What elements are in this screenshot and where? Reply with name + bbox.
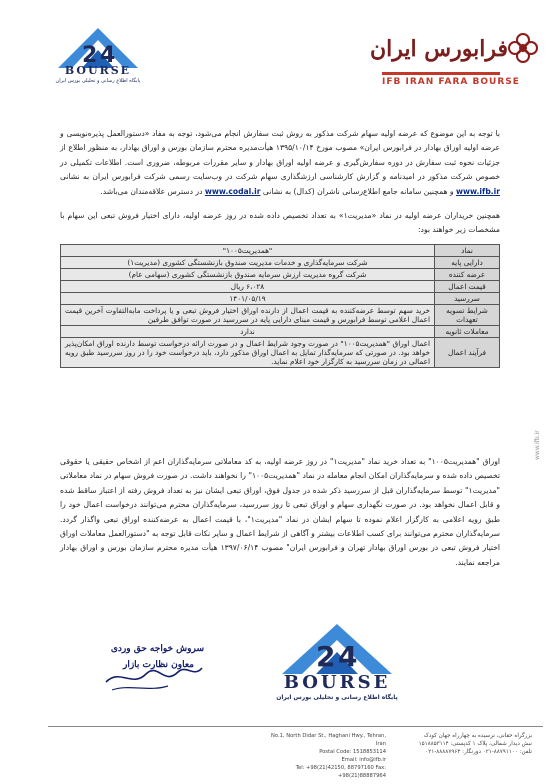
row-value-strike: ۶،۰۲۸ ریال	[61, 281, 435, 293]
bourse-logo-word: BOURSE	[64, 64, 132, 77]
svg-text:4: 4	[100, 43, 116, 68]
bourse-stamp-subtitle: پایگاه اطلاع رسانی و تحلیلی بورس ایران	[276, 694, 398, 701]
signatory-name: سروش خواجه حق وردی	[110, 644, 204, 654]
ifb-name-fa: فرابورس ایران	[369, 36, 508, 62]
ifb-underline	[382, 72, 500, 75]
row-value-underlying: شرکت سرمایه‌گذاری و خدمات مدیریت صندوق بازنشستگی کشوری (مدیریت۱)	[61, 257, 435, 269]
signature-block	[98, 638, 208, 698]
put-option-intro: همچنین خریداران عرضه اولیه در نماد «مدیریت۱» به تعداد تخصیص داده شده در روز عرضه اولیه، دارای اختیار فروش تبعی این سهام با مشخصات زیر خواهند بود:	[60, 211, 500, 235]
address-fa-line: نبش دیدار شمالی، پلاک ۱ کدپستی: ۱۵۱۸۸۵۳۱۱۴	[418, 741, 532, 747]
ifb-name-en: IFB IRAN FARA BOURSE	[382, 77, 520, 87]
bourse-stamp-word: BOURSE	[283, 672, 391, 693]
row-label-secondary: معاملات ثانویه	[435, 326, 500, 338]
address-fa-line: تلفن: ۸۸۷۹۱۱۰۰-۰۲۱ دورنگار: ۸۸۸۸۷۹۶۴-۰۲۱	[425, 749, 532, 755]
row-label-symbol: نماد	[435, 245, 500, 257]
side-website-url: www.ifb.ir	[534, 430, 541, 460]
row-label-underlying: دارایی پایه	[435, 257, 500, 269]
table-row	[61, 293, 500, 305]
table-row	[61, 269, 500, 281]
signatory-title: معاون نظارت بازار	[122, 660, 194, 670]
row-value-symbol: "همدیریت۱۰۰۵"	[61, 245, 435, 257]
table-row	[61, 281, 500, 293]
table-row	[61, 245, 500, 257]
address-en-line: No.1, North Didar St., Haghani Hwy., Tehran, Iran	[271, 733, 386, 747]
footer-divider	[48, 726, 543, 727]
svg-text:2: 2	[82, 43, 98, 68]
intro-paragraph	[60, 127, 500, 199]
option-spec-table	[60, 244, 500, 368]
row-value-exercise: اعمال اوراق "همدیریت۱۰۰۵" در صورت وجود شرایط اعمال و در صورت ارائه درخواست توسط دارنده اوراق امکان‌پذیر خواهد بود. در صورتی که سرمایه‌گذار تمایل به اعمال اوراق مذکور دارد، باید درخواست خود را در روز سررسید طبق رویه اعمالی در زمان سررسید به کارگزار خود اعلام نماید.	[61, 338, 435, 368]
bourse-logo-subtitle: پایگاه اطلاع رسانی و تحلیلی بورس ایران	[55, 78, 141, 84]
ifb-emblem-icon	[503, 28, 543, 68]
svg-text:2: 2	[316, 640, 336, 673]
table-row	[61, 326, 500, 338]
table-row	[61, 257, 500, 269]
address-fa-line: بزرگراه حقانی، نرسیده به چهارراه جهان کودک	[423, 733, 532, 739]
svg-text:4: 4	[338, 640, 358, 673]
address-en-line: Email: info@ifb.ir	[341, 757, 386, 763]
codal-link[interactable]: www.codal.ir	[204, 186, 261, 196]
intro-text-1: با توجه به این موضوع که عرضه اولیه سهام شرکت مذکور به روش ثبت سفارش انجام می‌شود، توجه به مفاد «دستورالعمل پذیره‌نویسی و عرضه اولیه اوراق بهادار در فرابورس ایران» مصوب مورخ ۱۳۹۵/۱۰/۱۴ هیأت‌مدیره محترم سازمان بورس و اوراق بهادار، به منظور اطلاع از جزئیات نحوه ثبت سفارش در دوره سفارش‌گیری و عرضه اولیه اوراق بهادار و سایر مقررات مربوطه، ضروری است. اطلاعات تکمیلی در خصوص شرکت مذکور در امیدنامه و گزارش کارشناسی ارزشگذاری سهام شرکت در وب‌سایت رسمی شرکت فرابورس ایران به نشانی	[60, 129, 500, 182]
footer-address-en	[268, 732, 386, 780]
exercise-rules-paragraph: اوراق "همدیریت۱۰۰۵" به تعداد خرید نماد "مدیریت۱" در روز عرضه اولیه، به کد معاملاتی سرمایه‌گذاران اعم از اشخاص حقیقی یا حقوقی تخصیص داده شده و سرمایه‌گذاران امکان انجام معامله در نماد "همدیریت۱۰۰۵" را نخواهند داشت. در صورت فروش سهام در نماد معاملاتی "مدیریت۱" توسط سرمایه‌گذاران قبل از سررسید ذکر شده در جدول فوق، اوراق تبعی ایشان نیز به تعداد فروش رفته از اعتبار ساقط شده و قابل اعمال نخواهد بود. در صورت نگهداری سهام و اوراق تبعی تا روز سررسید، سرمایه‌گذاران محترم می‌توانند درخواست اعمال خود را طبق رویه اعلامی به کارگزار اعلام نموده تا سهام ایشان در نماد "مدیریت۱"، با قیمت اعمال به عرضه‌کننده اوراق تبعی واگذار گردد. سرمایه‌گذاران محترم می‌توانند برای کسب اطلاعات بیشتر و آگاهی از شرایط اعمال و سایر نکات قابل توجه به "دستورالعمل معاملات اوراق اختیار فروش تبعی در بورس اوراق بهادار تهران و فرابورس ایران" مصوب ۱۳۹۷/۰۶/۱۴ هیأت مدیره محترم سازمان بورس و اوراق بهادار مراجعه نمایند.	[60, 457, 501, 567]
intro-text-3: در دسترس علاقه‌مندان می‌باشد.	[100, 186, 203, 196]
row-value-maturity: ۱۴۰۱/۰۵/۱۹	[61, 293, 435, 305]
intro-text-2: و همچنین سامانه جامع اطلاع‌رسانی ناشران (کدال) به نشانی	[262, 186, 454, 196]
row-label-strike: قیمت اعمال	[435, 281, 500, 293]
ifb-link[interactable]: www.ifb.ir	[455, 186, 500, 196]
address-en-line: Tel: +98(21)42150, 88797160 Fax: +98(21)88887964	[295, 765, 386, 779]
table-row	[61, 338, 500, 368]
row-label-supplier: عرضه کننده	[435, 269, 500, 281]
row-value-settlement: خرید سهم توسط عرضه‌کننده به قیمت اعمال از دارنده اوراق اختیار فروش تبعی و یا پرداخت مابه‌التفاوت آخرین قیمت اعمال اعلامی توسط فرابورس و قیمت مبنای دارایی پایه در سررسید در صورت توافق طرفین	[61, 305, 435, 326]
table-row	[61, 305, 500, 326]
bourse-stamp-mountain-icon	[272, 620, 402, 676]
row-value-secondary: ندارد	[61, 326, 435, 338]
row-label-maturity: سررسید	[435, 293, 500, 305]
row-label-settlement: شرایط تسویه تعهدات	[435, 305, 500, 326]
row-value-supplier: شرکت گروه مدیریت ارزش سرمایه صندوق بازنشستگی کشوری (سهامی عام)	[61, 269, 435, 281]
address-en-line: Postal Code: 1518853114	[319, 749, 386, 755]
row-label-exercise: فرآیند اعمال	[435, 338, 500, 368]
